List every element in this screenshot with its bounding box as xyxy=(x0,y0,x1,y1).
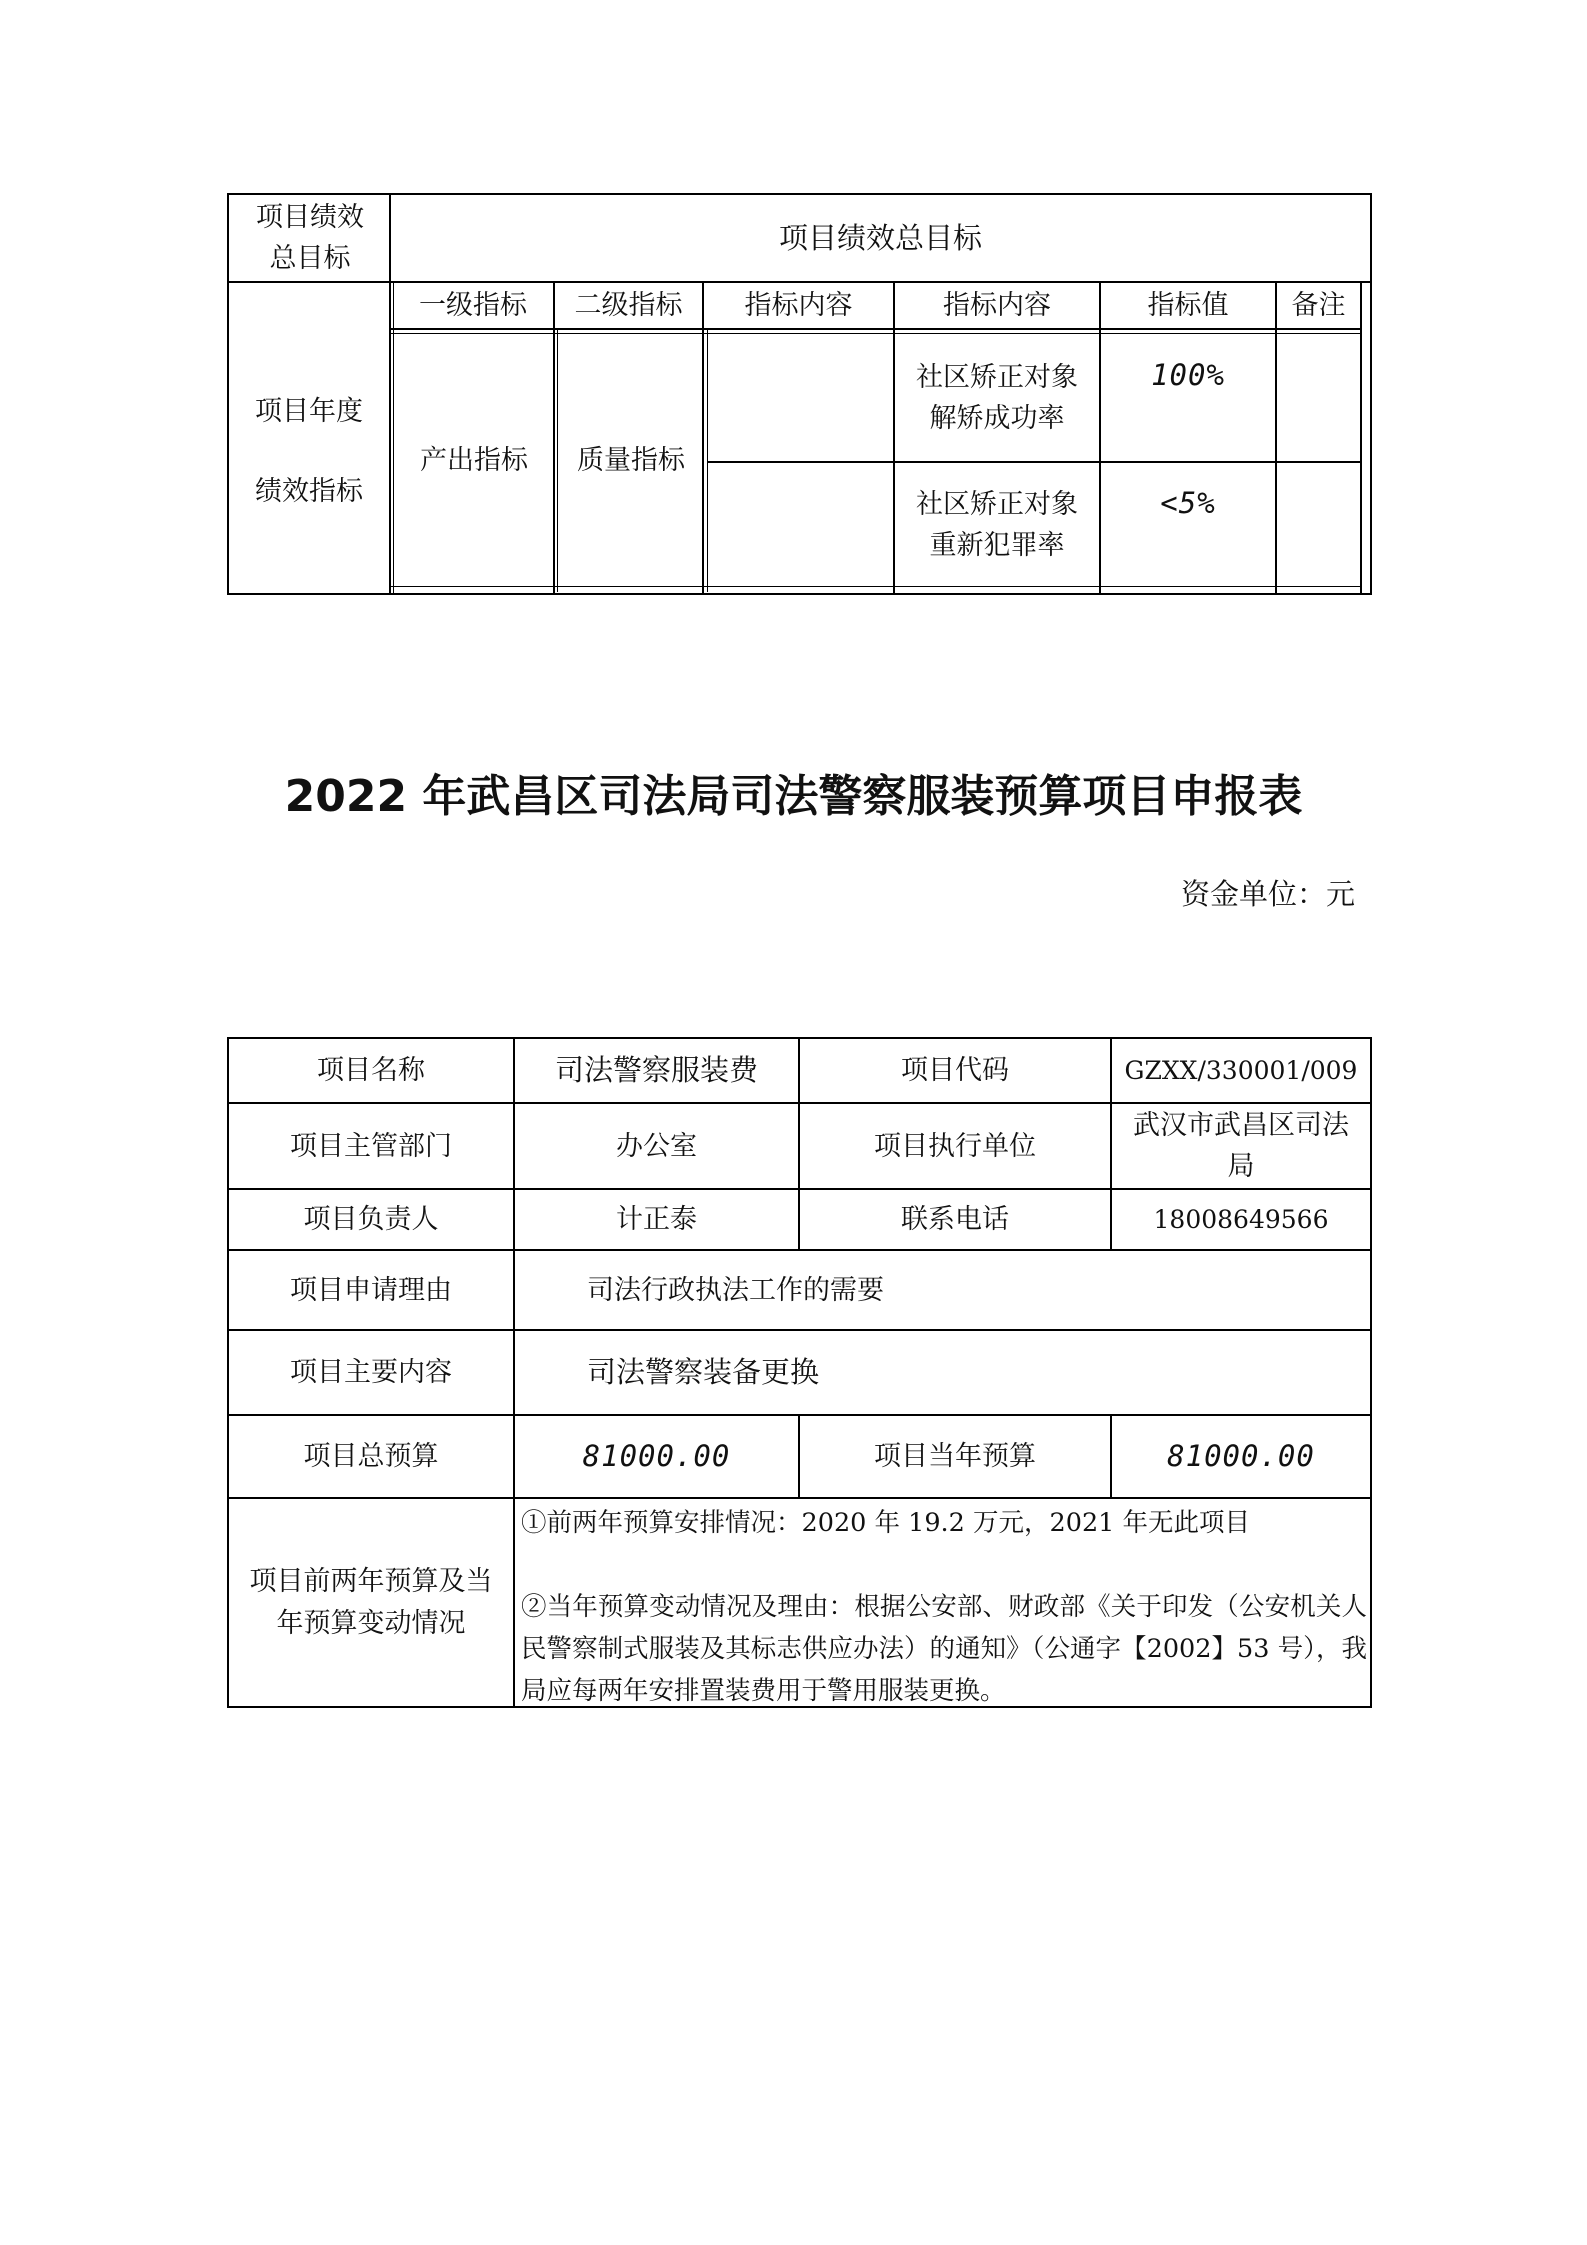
project-name-value: 司法警察服装费 xyxy=(554,1053,758,1087)
goal-label: 项目绩效总目标 xyxy=(256,202,364,274)
header-level1: 一级指标 xyxy=(419,290,527,321)
history-item-1: ①前两年预算安排情况：2020 年 19.2 万元，2021 年无此项目 xyxy=(521,1508,1250,1538)
history-label: 项目前两年预算及当年预算变动情况 xyxy=(249,1565,493,1639)
reason-value: 司法行政执法工作的需要 xyxy=(587,1274,884,1306)
header-value: 指标值 xyxy=(1147,290,1229,321)
fund-unit: 资金单位：元 xyxy=(1180,877,1355,911)
leader-value: 计正泰 xyxy=(616,1204,697,1235)
total-budget-label: 项目总预算 xyxy=(303,1441,439,1472)
annual-indicator-label xyxy=(229,372,389,532)
row2-value: <5% xyxy=(1160,485,1216,520)
dept-label: 项目主管部门 xyxy=(290,1130,452,1162)
year-budget-value: 81000.00 xyxy=(1167,1439,1315,1473)
row1-content: 社区矫正对象解矫成功率 xyxy=(916,361,1078,434)
header-content-a: 指标内容 xyxy=(744,290,853,321)
project-code-value: GZXX/330001/009 xyxy=(1124,1056,1358,1085)
header-note: 备注 xyxy=(1291,290,1346,321)
page-title: 2022 年武昌区司法局司法警察服装预算项目申报表 xyxy=(284,771,1303,822)
project-name-label: 项目名称 xyxy=(317,1055,425,1086)
phone-value: 18008649566 xyxy=(1153,1205,1329,1234)
dept-value: 办公室 xyxy=(616,1130,697,1162)
header-level2: 二级指标 xyxy=(574,290,683,321)
row2-content: 社区矫正对象重新犯罪率 xyxy=(916,488,1078,561)
reason-label: 项目申请理由 xyxy=(290,1274,452,1306)
total-budget-value: 81000.00 xyxy=(582,1439,731,1473)
exec-unit-value: 武汉市武昌区司法局 xyxy=(1133,1110,1349,1182)
content-label: 项目主要内容 xyxy=(290,1357,452,1388)
level2-quality-indicator: 质量指标 xyxy=(577,444,685,476)
leader-label: 项目负责人 xyxy=(303,1204,439,1235)
row1-value: 100% xyxy=(1151,357,1225,392)
annual-label-line2: 绩效指标 xyxy=(255,476,363,507)
project-code-label: 项目代码 xyxy=(901,1055,1009,1086)
history-content xyxy=(521,1502,1367,1712)
phone-label: 联系电话 xyxy=(901,1204,1009,1235)
level1-output-indicator: 产出指标 xyxy=(420,444,528,476)
year-budget-label: 项目当年预算 xyxy=(874,1441,1036,1472)
goal-value: 项目绩效总目标 xyxy=(778,220,982,255)
header-content-b: 指标内容 xyxy=(943,290,1051,321)
annual-label-line1: 项目年度 xyxy=(255,396,363,427)
row2-note xyxy=(1277,463,1360,586)
row1-note xyxy=(1277,334,1360,461)
content-value: 司法警察装备更换 xyxy=(587,1355,820,1389)
history-item-2: ②当年预算变动情况及理由：根据公安部、财政部《关于印发（公安机关人民警察制式服装及其标志供应办法）的通知》（公通字【2002】53 号），我局应每两年安排置装费用于警用服装更换。 xyxy=(521,1592,1367,1706)
exec-unit-label: 项目执行单位 xyxy=(874,1130,1036,1162)
